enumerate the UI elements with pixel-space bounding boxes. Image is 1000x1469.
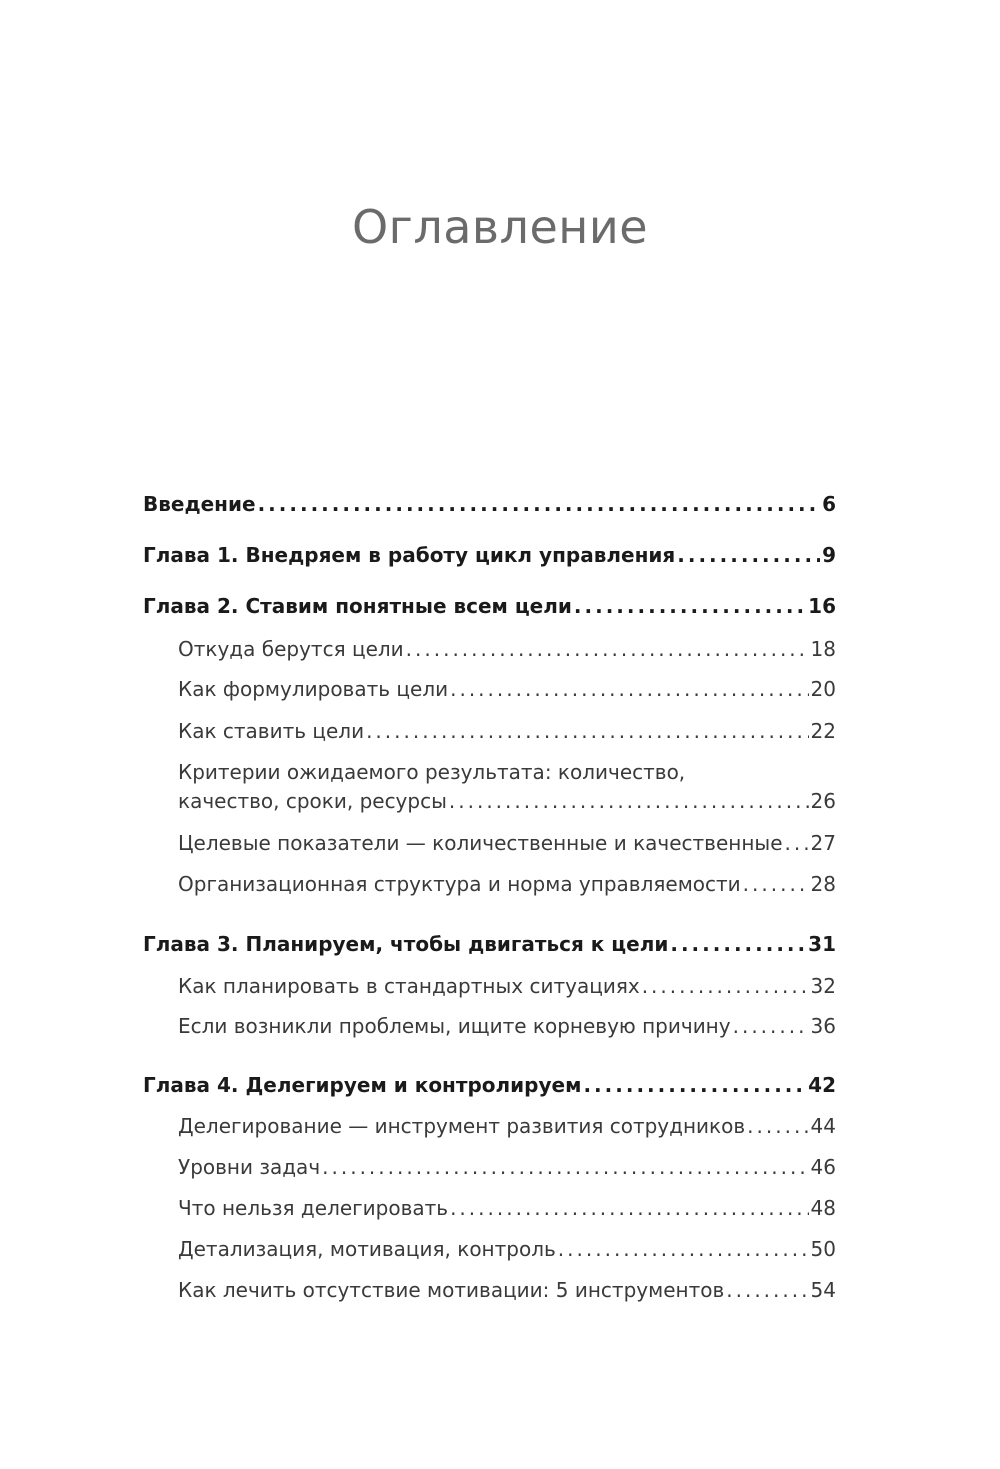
leader-dots <box>733 1012 809 1041</box>
leader-dots <box>258 490 821 519</box>
toc-entry[interactable] <box>178 1012 836 1041</box>
toc-entry[interactable] <box>178 829 836 858</box>
toc-entry[interactable] <box>178 675 836 704</box>
toc-entry-label: качество, сроки, ресурсы <box>178 789 447 813</box>
leader-dots <box>406 635 809 664</box>
toc-entry[interactable] <box>143 541 836 570</box>
toc-entry-label: Что нельзя делегировать <box>178 1196 449 1220</box>
toc-entry[interactable] <box>178 787 836 816</box>
toc-entry-page: 44 <box>810 1114 836 1138</box>
toc-entry-page: 48 <box>810 1196 836 1220</box>
leader-dots <box>583 1071 806 1100</box>
toc-entry-label: Критерии ожидаемого результата: количество, <box>178 760 686 784</box>
toc-entry-page: 26 <box>810 789 836 813</box>
toc-entry-page: 31 <box>808 932 836 956</box>
leader-dots <box>785 829 809 858</box>
toc-entry[interactable] <box>143 930 836 959</box>
toc-entry-page: 18 <box>810 637 836 661</box>
leader-dots <box>558 1235 809 1264</box>
leader-dots <box>726 1276 808 1305</box>
toc-entry-page: 16 <box>808 594 836 618</box>
toc-entry[interactable] <box>143 1071 836 1100</box>
leader-dots <box>677 541 820 570</box>
leader-dots <box>743 870 809 899</box>
leader-dots <box>670 930 806 959</box>
toc-entry[interactable] <box>143 592 836 621</box>
toc-entry-label: Глава 2. Ставим понятные всем цели <box>143 594 572 618</box>
page-title: Оглавление <box>351 200 649 254</box>
toc-entry-label: Откуда берутся цели <box>178 637 404 661</box>
toc-entry-label: Глава 3. Планируем, чтобы двигаться к цели <box>143 932 669 956</box>
toc-entry[interactable] <box>178 717 836 746</box>
toc-entry-page: 54 <box>810 1278 836 1302</box>
toc-entry[interactable] <box>178 635 836 664</box>
leader-dots <box>449 787 809 816</box>
toc-entry-page: 9 <box>822 543 836 567</box>
toc-entry[interactable] <box>178 1276 836 1305</box>
toc-entry-label: Как формулировать цели <box>178 677 449 701</box>
toc-entry-label: Если возникли проблемы, ищите корневую причину <box>178 1014 731 1038</box>
leader-dots <box>574 592 806 621</box>
toc-entry-label: Введение <box>143 492 256 516</box>
leader-dots <box>747 1112 808 1141</box>
toc-entry-page: 32 <box>810 974 836 998</box>
toc-entry[interactable] <box>178 870 836 899</box>
toc-entry-label: Организационная структура и норма управляемости <box>178 872 741 896</box>
toc-entry-label: Детализация, мотивация, контроль <box>178 1237 556 1261</box>
leader-dots <box>450 675 808 704</box>
toc-entry-page: 50 <box>810 1237 836 1261</box>
toc-entry-label: Как планировать в стандартных ситуациях <box>178 974 640 998</box>
toc-entry[interactable] <box>178 972 836 1001</box>
toc-entry-label: Глава 1. Внедряем в работу цикл управления <box>143 543 676 567</box>
leader-dots <box>642 972 809 1001</box>
toc-entry-line1[interactable] <box>178 758 836 787</box>
toc-entry-label: Уровни задач <box>178 1155 321 1179</box>
toc-entry-page: 20 <box>810 677 836 701</box>
toc-entry-page: 42 <box>808 1073 836 1097</box>
toc-entry-page: 36 <box>810 1014 836 1038</box>
toc-entry-page: 27 <box>810 831 836 855</box>
toc-entry[interactable] <box>143 490 836 519</box>
toc-entry[interactable] <box>178 1112 836 1141</box>
toc-entry[interactable] <box>178 1235 836 1264</box>
leader-dots <box>322 1153 808 1182</box>
toc-entry-page: 28 <box>810 872 836 896</box>
toc-entry[interactable] <box>178 1153 836 1182</box>
toc-entry-page: 6 <box>822 492 836 516</box>
toc-entry-label: Целевые показатели — количественные и качественные <box>178 831 783 855</box>
toc-entry[interactable] <box>178 1194 836 1223</box>
toc-entry-label: Как ставить цели <box>178 719 365 743</box>
toc-entry-label: Как лечить отсутствие мотивации: 5 инструментов <box>178 1278 725 1302</box>
leader-dots <box>450 1194 808 1223</box>
leader-dots <box>366 717 808 746</box>
toc-entry-page: 46 <box>810 1155 836 1179</box>
toc-entry-label: Делегирование — инструмент развития сотрудников <box>178 1114 746 1138</box>
toc-entry-page: 22 <box>810 719 836 743</box>
toc-entry-label: Глава 4. Делегируем и контролируем <box>143 1073 582 1097</box>
